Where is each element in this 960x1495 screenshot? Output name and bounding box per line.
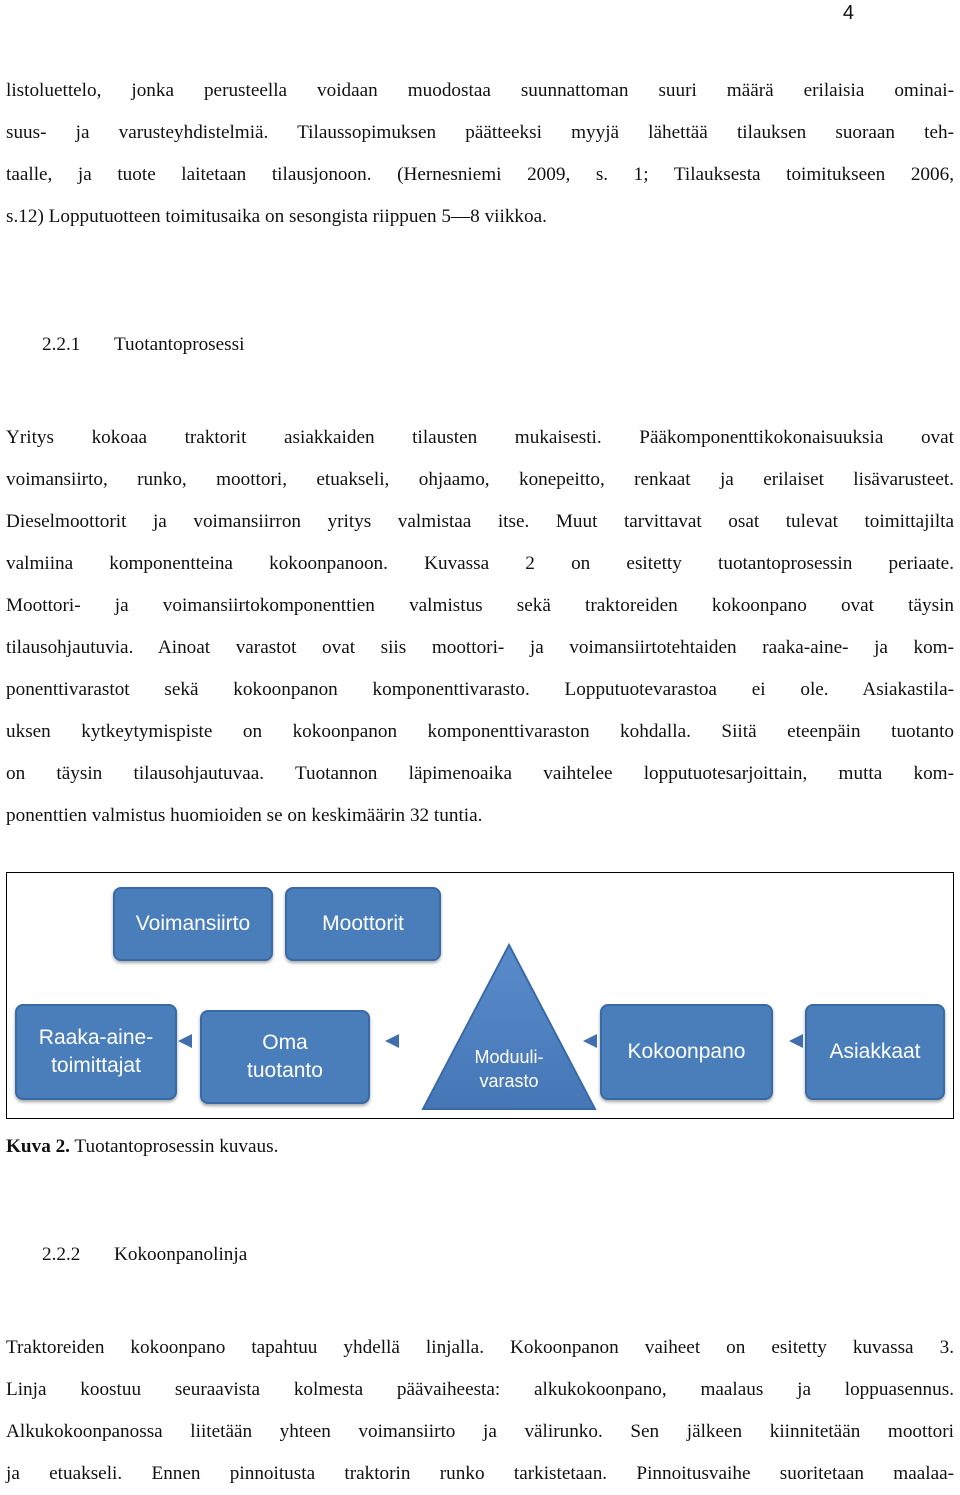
paragraph-line: Dieselmoottorit ja voimansiirron yritys valmistaa itse. Muut tarvittavat osat tulevat toimittajilta — [6, 511, 954, 532]
box-oma-tuotanto — [200, 1010, 370, 1104]
caption-text: Tuotantoprosessin kuvaus. — [69, 1136, 279, 1157]
box-label — [247, 1029, 323, 1085]
paragraph-line: ponenttien valmistus huomioiden se on keskimäärin 32 tuntia. — [6, 805, 483, 826]
box-label: Moottorit — [322, 912, 404, 935]
triangle-label-line: varasto — [479, 1071, 539, 1091]
section-title: Kokoonpanolinja — [114, 1244, 248, 1265]
box-moottorit — [285, 887, 441, 961]
triangle-label — [422, 1045, 596, 1093]
box-voimansiirto — [113, 887, 273, 961]
paragraph-line: Traktoreiden kokoonpano tapahtuu yhdellä linjalla. Kokoonpanon vaiheet on esitetty kuvassa 3. — [6, 1337, 954, 1358]
arrow-right-icon — [789, 1034, 803, 1048]
triangle-label-line: Moduuli- — [474, 1047, 544, 1067]
paragraph-line: taalle, ja tuote laitetaan tilausjonoon. (Hernesniemi 2009, s. 1; Tilauksesta toimitukseen 2006, — [6, 164, 954, 185]
section-title: Tuotantoprosessi — [114, 334, 245, 355]
box-label-line: Raaka-aine- — [38, 1026, 154, 1049]
paragraph-line: ja etuakseli. Ennen pinnoitusta traktorin runko tarkistetaan. Pinnoitusvaihe suoritetaan maalaa- — [6, 1463, 954, 1484]
box-kokoonpano — [600, 1004, 773, 1100]
paragraph-line: voimansiirto, runko, moottori, etuakseli, ohjaamo, konepeitto, renkaat ja erilaiset lisävarusteet. — [6, 469, 954, 490]
section-number: 2.2.1 — [42, 334, 81, 355]
paragraph-line: Moottori- ja voimansiirtokomponenttien valmistus sekä traktoreiden kokoonpano ovat täysin — [6, 595, 954, 616]
paragraph-line: listoluettelo, jonka perusteella voidaan muodostaa suunnattoman suuri määrä erilaisia ominai- — [6, 80, 954, 101]
process-diagram — [6, 872, 954, 1119]
paragraph-line: on täysin tilausohjautuvaa. Tuotannon läpimenoaika vaihtelee lopputuotesarjoittain, mutta kom- — [6, 763, 954, 784]
paragraph-line: Yritys kokoaa traktorit asiakkaiden tilausten mukaisesti. Pääkomponenttikokonaisuuksia ovat — [6, 427, 954, 448]
caption-label: Kuva 2. — [6, 1136, 70, 1157]
figure-caption — [6, 1136, 278, 1158]
paragraph-line: Alkukokoonpanossa liitetään yhteen voimansiirto ja välirunko. Sen jälkeen kiinnitetään moottori — [6, 1421, 954, 1442]
paragraph-assembly-line — [6, 1327, 954, 1495]
box-label: Voimansiirto — [135, 912, 251, 935]
box-raaka-ainetoimittajat — [15, 1004, 177, 1100]
section-number: 2.2.2 — [42, 1244, 81, 1265]
paragraph-intro — [6, 70, 954, 238]
box-asiakkaat — [805, 1004, 945, 1100]
box-label-line: toimittajat — [51, 1054, 141, 1077]
arrow-right-icon — [178, 1034, 192, 1048]
paragraph-line: suus- ja varusteyhdistelmiä. Tilaussopimuksen päätteeksi myyjä lähettää tilauksen suoraan teh- — [6, 122, 954, 143]
box-label: Asiakkaat — [829, 1040, 921, 1063]
arrow-right-icon — [385, 1034, 399, 1048]
paragraph-line: uksen kytkeytymispiste on kokoonpanon komponenttivaraston kohdalla. Siitä eteenpäin tuotanto — [6, 721, 954, 742]
paragraph-line: valmiina komponentteina kokoonpanoon. Kuvassa 2 on esitetty tuotantoprosessin periaate. — [6, 553, 954, 574]
paragraph-line: Linja koostuu seuraavista kolmesta päävaiheesta: alkukokoonpano, maalaus ja loppuasennus. — [6, 1379, 954, 1400]
paragraph-line: s.12) Lopputuotteen toimitusaika on sesongista riippuen 5—8 viikkoa. — [6, 206, 547, 227]
page-number: 4 — [842, 2, 854, 24]
box-label — [39, 1024, 153, 1080]
paragraph-line: ponenttivarastot sekä kokoonpanon komponenttivarasto. Lopputuotevarastoa ei ole. Asiakastila- — [6, 679, 954, 700]
box-label-line: Oma — [262, 1031, 308, 1054]
section-heading-kokoonpanolinja — [42, 1244, 247, 1266]
paragraph-production-process — [6, 417, 954, 837]
section-heading-tuotantoprosessi — [42, 334, 244, 356]
box-label: Kokoonpano — [627, 1040, 746, 1063]
paragraph-line: tilausohjautuvia. Ainoat varastot ovat siis moottori- ja voimansiirtotehtaiden raaka-aine- ja kom- — [6, 637, 954, 658]
box-label-line: tuotanto — [247, 1059, 323, 1082]
